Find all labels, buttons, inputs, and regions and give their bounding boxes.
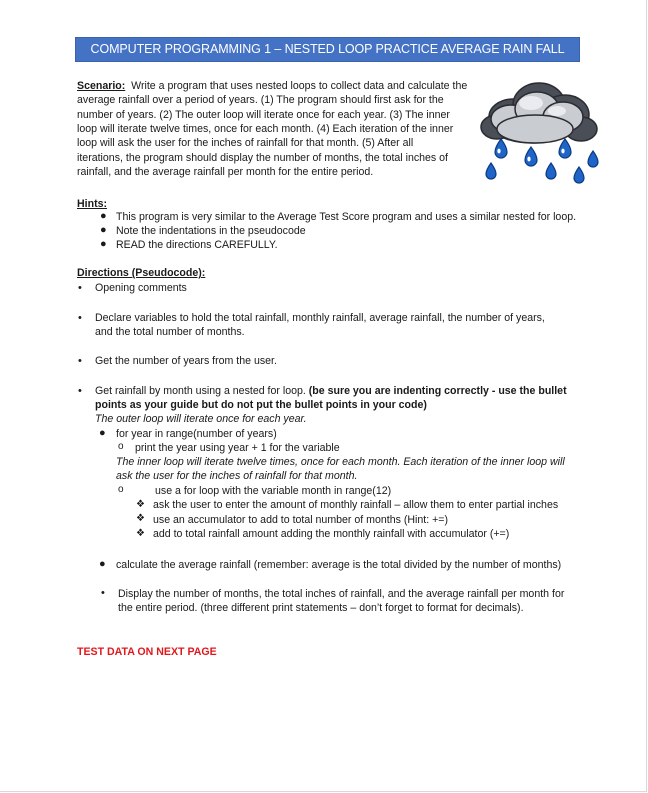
diamond-bullet-1: ❖: [136, 499, 145, 510]
for-month-line: use a for loop with the variable month in range(12): [155, 485, 392, 497]
nested-plain-text: Get rainfall by month using a nested for loop.: [95, 385, 309, 397]
hint-bullet-1: ●: [100, 210, 107, 222]
directions-opening: Opening comments: [95, 282, 187, 294]
scenario-line-4: loop will iterate twelve times, once for each month. (4) Each iteration of the inner: [77, 123, 454, 135]
directions-bullet-opening: •: [78, 282, 82, 294]
hint-bullet-2: ●: [100, 224, 107, 236]
calc-line: calculate the average rainfall (remember: average is the total divided by the number of months): [116, 559, 562, 571]
diamond-item-2: use an accumulator to add to total number of months (Hint: +=): [153, 514, 449, 526]
for-year-line: for year in range(number of years): [116, 428, 277, 440]
hint-item-1: This program is very similar to the Average Test Score program and uses a similar nested for loop.: [116, 211, 577, 223]
scenario-line-5: loop will ask the user for the inches of rainfall for that month. (5) After all: [77, 137, 414, 149]
diamond-item-3: add to total rainfall amount adding the monthly rainfall with accumulator (+=): [153, 528, 510, 540]
directions-bullet-years: •: [78, 355, 82, 367]
page-title: COMPUTER PROGRAMMING 1 – NESTED LOOP PRACTICE AVERAGE RAIN FALL: [75, 37, 580, 62]
scenario-heading: Scenario:: [77, 80, 126, 92]
diamond-bullet-2: ❖: [136, 513, 145, 524]
inner-loop-note-1: The inner loop will iterate twelve times, once for each month. Each iteration of the inner loop will: [116, 456, 565, 468]
scenario-line-2: average rainfall over a period of years. (1) The program should first ask for the: [77, 94, 444, 106]
next-page-note: TEST DATA ON NEXT PAGE: [77, 646, 217, 658]
scenario-text-1: Write a program that uses nested loops to collect data and calculate the: [131, 80, 468, 92]
hints-heading: Hints:: [77, 198, 108, 210]
hint-item-3: READ the directions CAREFULLY.: [116, 239, 278, 251]
inner-loop-note-2: ask the user for the inches of rainfall for that month.: [116, 470, 358, 482]
rain-cloud-icon: [473, 75, 603, 185]
directions-nested-line-2: points as your guide but do not put the bullet points in your code): [95, 399, 427, 411]
calc-bullet: ●: [99, 558, 106, 570]
hint-item-2: Note the indentations in the pseudocode: [116, 225, 306, 237]
print-year-bullet: o: [118, 441, 124, 452]
directions-bullet-declare: •: [78, 312, 82, 324]
directions-declare-line-1: Declare variables to hold the total rainfall, monthly rainfall, average rainfall, the number of years,: [95, 312, 545, 324]
scenario-line-3: number of years. (2) The outer loop will iterate once for each year. (3) The inner: [77, 109, 450, 121]
display-line-2: the entire period. (three different print statements – don’t forget to format for decimals).: [118, 602, 524, 614]
diamond-bullet-3: ❖: [136, 528, 145, 539]
display-line-1: Display the number of months, the total inches of rainfall, and the average rainfall per month for: [118, 588, 565, 600]
scenario-line-7: rainfall, and the average rainfall per month for the entire period.: [77, 166, 374, 178]
outer-loop-note: The outer loop will iterate once for each year.: [95, 413, 307, 425]
display-bullet: •: [101, 587, 105, 599]
diamond-item-1: ask the user to enter the amount of monthly rainfall – allow them to enter partial inches: [153, 499, 559, 511]
scenario-line-1: [77, 79, 467, 93]
for-year-bullet: ●: [99, 427, 106, 439]
directions-declare-line-2: and the total number of months.: [95, 326, 245, 338]
directions-bullet-nested: •: [78, 385, 82, 397]
directions-heading: Directions (Pseudocode):: [77, 267, 206, 279]
scenario-line-6: iterations, the program should display the number of months, the total inches of: [77, 152, 448, 164]
nested-bold-text-1: (be sure you are indenting correctly - use the bullet: [308, 385, 567, 397]
print-year-line: print the year using year + 1 for the variable: [135, 442, 340, 454]
directions-get-years: Get the number of years from the user.: [95, 355, 277, 367]
for-month-bullet: o: [118, 484, 124, 495]
directions-nested-line-1: [95, 384, 567, 398]
hint-bullet-3: ●: [100, 238, 107, 250]
